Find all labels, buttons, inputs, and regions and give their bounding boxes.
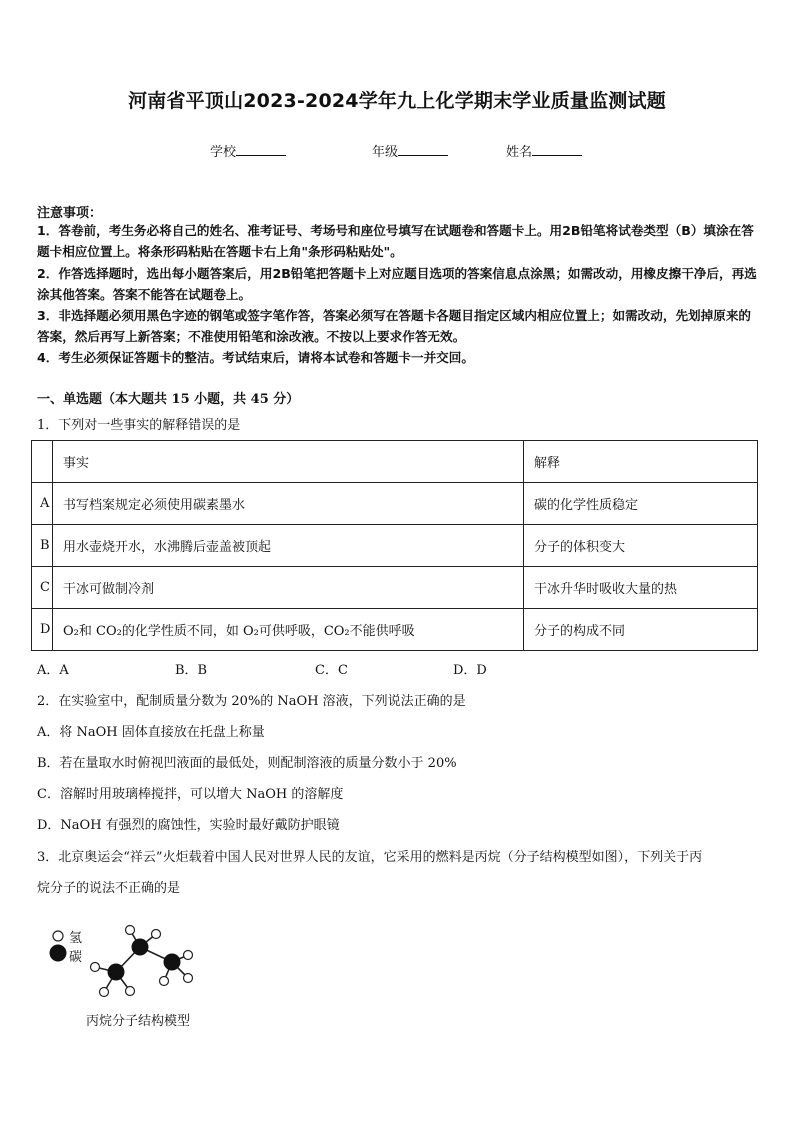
hydrogen-atom [100,988,109,997]
q2-option-c[interactable]: C．溶解时用玻璃棒搅拌，可以增大 NaOH 的溶解度 [37,787,344,802]
table-row [32,609,758,651]
q2-option-a[interactable]: A．将 NaOH 固体直接放在托盘上称量 [37,725,265,740]
school-blank[interactable] [236,143,286,156]
school-label: 学校 [210,145,237,160]
row-fact: 书写档案规定必须使用碳素墨水 [53,483,524,525]
hydrogen-atom [126,926,135,935]
question-2-stem: 2．在实验室中，配制质量分数为 20%的 NaOH 溶液，下列说法正确的是 [37,694,466,709]
carbon-atom [108,964,125,981]
note-item-4: 4．考生必须保证答题卡的整洁。考试结束后，请将本试卷和答题卡一并交回。 [37,350,474,365]
row-letter: B [32,525,53,567]
row-explanation: 分子的构成不同 [524,609,758,651]
carbon-atoms [108,939,181,981]
question-3-stem-line1: 3．北京奥运会“祥云”火炬载着中国人民对世界人民的友谊，它采用的燃料是丙烷（分子结构模型如图），下列关于丙 [37,850,703,865]
hydrogen-atom [184,974,193,983]
hydrogen-atom [126,987,135,996]
note-item-3: 3．非选择题必须用黑色字迹的钢笔或签字笔作答，答案必须写在答题卡各题目指定区域内相应位置上；如需改动，先划掉原来的答案，然后再写上新答案；不准使用铅笔和涂改液。不按以上要求作答无效。 [37,308,752,344]
hydrogen-atom [160,977,169,986]
school-field[interactable] [210,141,286,160]
q2-option-d[interactable]: D．NaOH 有强烈的腐蚀性，实验时最好戴防护眼镜 [37,818,340,833]
carbon-atom [132,939,149,956]
hydrogen-atom [91,963,100,972]
carbon-atom [164,954,181,971]
propane-model-figure [40,920,220,1010]
row-explanation: 碳的化学性质稳定 [524,483,758,525]
row-letter: D [32,609,53,651]
q1-option-d[interactable]: D．D [453,663,487,678]
row-fact: 用水壶烧开水，水沸腾后壶盖被顶起 [53,525,524,567]
row-explanation: 干冰升华时吸收大量的热 [524,567,758,609]
q1-option-c[interactable]: C．C [315,663,348,678]
row-letter: A [32,483,53,525]
q1-option-a[interactable]: A．A [37,663,69,678]
row-fact: O₂和 CO₂的化学性质不同，如 O₂可供呼吸，CO₂不能供呼吸 [53,609,524,651]
table-header-fact: 事实 [53,441,524,483]
hydrogen-atom [184,951,193,960]
hydrogen-atom [152,930,161,939]
question-3-stem-line2: 烷分子的说法不正确的是 [37,881,181,896]
legend-hydrogen-icon [53,931,63,941]
table-row [32,567,758,609]
note-item-2: 2．作答选择题时，选出每小题答案后，用2B铅笔把答题卡上对应题目选项的答案信息点涂黑；如需改动，用橡皮擦干净后，再选涂其他答案。答案不能答在试题卷上。 [37,266,757,302]
legend-carbon-label: 碳 [69,950,83,965]
table-row [32,483,758,525]
question-1-stem: 1．下列对一些事实的解释错误的是 [37,418,241,433]
name-label: 姓名 [506,145,533,160]
grade-label: 年级 [372,145,399,160]
page-title: 河南省平顶山2023-2024学年九上化学期末学业质量监测试题 [128,90,666,112]
grade-field[interactable] [372,141,448,160]
section-heading: 一、单选题（本大题共 15 小题，共 45 分） [37,392,300,407]
table-header-cell [32,441,53,483]
row-fact: 干冰可做制冷剂 [53,567,524,609]
figure-caption: 丙烷分子结构模型 [86,1014,191,1029]
table-header-explanation: 解释 [524,441,758,483]
table-row [32,525,758,567]
grade-blank[interactable] [398,143,448,156]
q1-option-b[interactable]: B．B [175,663,208,678]
name-field[interactable] [506,141,582,160]
notes-heading: 注意事项： [37,206,103,221]
row-letter: C [32,567,53,609]
facts-table [31,440,758,651]
name-blank[interactable] [532,143,582,156]
legend-hydrogen-label: 氢 [69,931,83,946]
table-header-row [32,441,758,483]
note-item-1: 1．答卷前，考生务必将自己的姓名、准考证号、考场号和座位号填写在试题卷和答题卡上。用2B铅笔将试卷类型（B）填涂在答题卡相应位置上。将条形码粘贴在答题卡右上角"条形码粘贴处"。 [37,223,754,259]
q2-option-b[interactable]: B．若在量取水时俯视凹液面的最低处，则配制溶液的质量分数小于 20% [37,756,457,771]
row-explanation: 分子的体积变大 [524,525,758,567]
legend-carbon-icon [50,945,67,962]
